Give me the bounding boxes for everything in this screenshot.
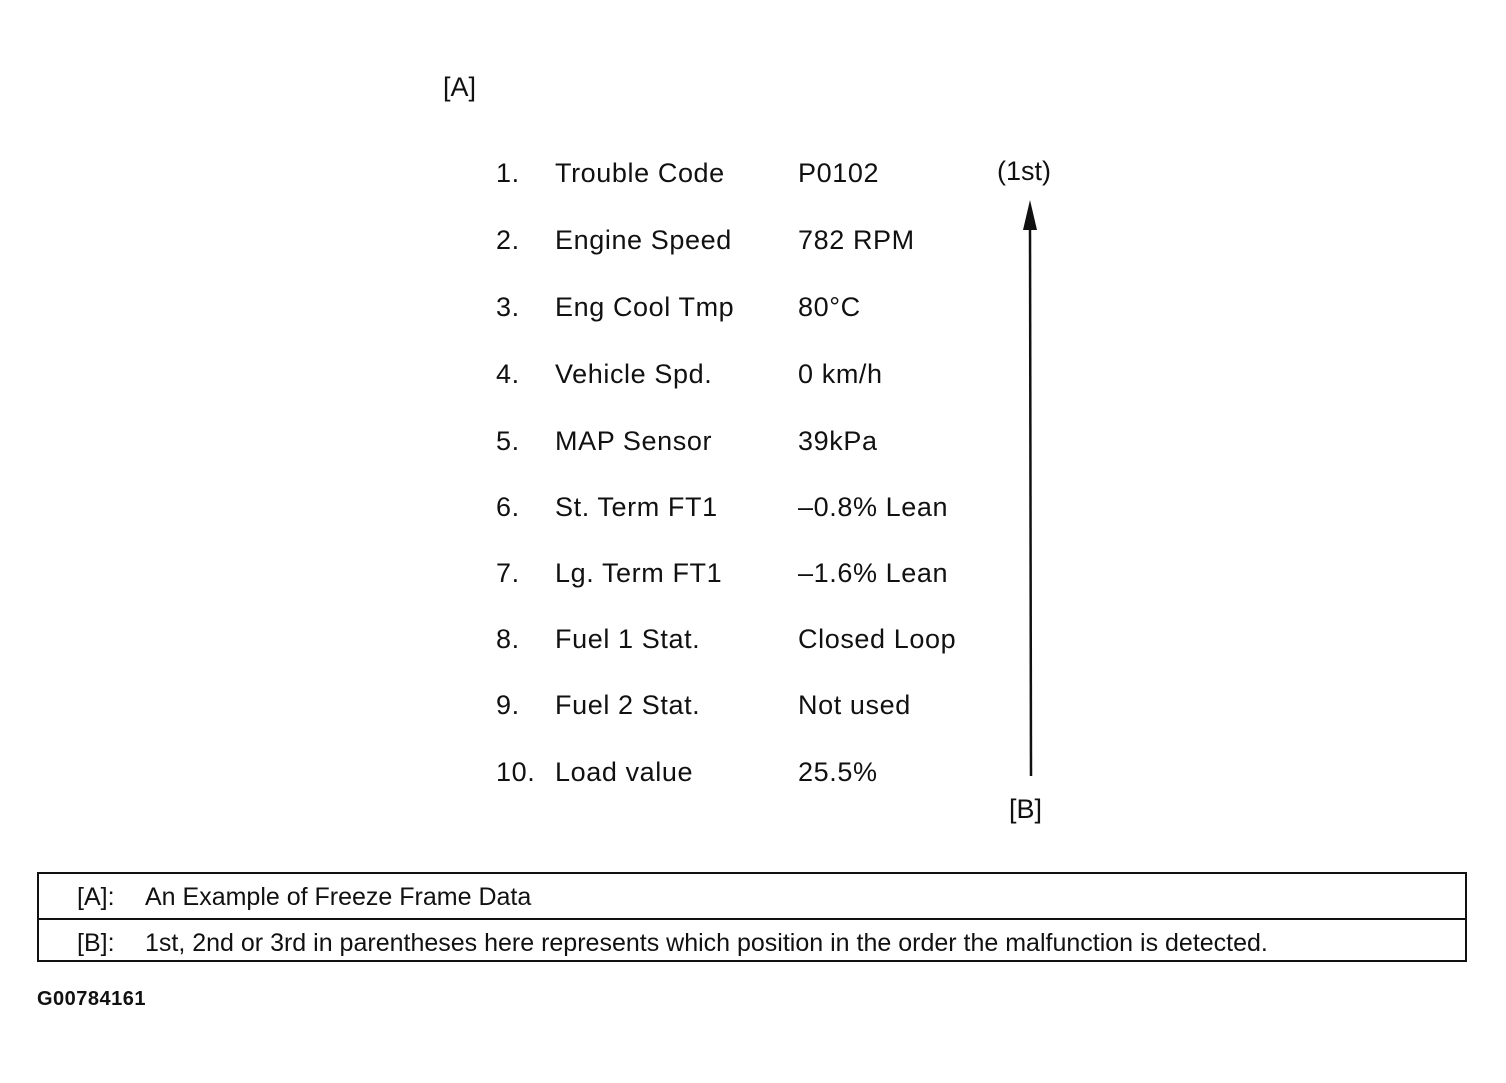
row-parameter: Eng Cool Tmp [555, 292, 735, 322]
row-parameter: Trouble Code [555, 158, 725, 188]
figure-id: G00784161 [37, 988, 147, 1010]
row-number: 8. [496, 624, 520, 654]
legend-key: [A]: [77, 883, 115, 911]
row-value: 25.5% [798, 757, 878, 787]
row-number: 2. [496, 225, 520, 255]
legend-row [39, 920, 1465, 964]
row-parameter: Vehicle Spd. [555, 359, 713, 389]
label-a: [A] [443, 72, 477, 102]
row-number: 1. [496, 158, 520, 188]
row-parameter: MAP Sensor [555, 426, 713, 456]
row-value: Not used [798, 690, 911, 720]
row-number: 10. [496, 757, 536, 787]
row-number: 6. [496, 492, 520, 522]
legend-key: [B]: [77, 929, 115, 957]
row-value: –1.6% Lean [798, 558, 949, 588]
row-value: P0102 [798, 158, 880, 188]
row-parameter: Fuel 1 Stat. [555, 624, 701, 654]
order-label: (1st) [997, 156, 1051, 186]
legend-text: 1st, 2nd or 3rd in parentheses here represents which position in the order the malfunction is detected. [145, 929, 1268, 957]
row-parameter: St. Term FT1 [555, 492, 718, 522]
label-b: [B] [1009, 794, 1043, 824]
legend-text: An Example of Freeze Frame Data [145, 883, 532, 911]
row-value: –0.8% Lean [798, 492, 949, 522]
row-number: 9. [496, 690, 520, 720]
row-value: 39kPa [798, 426, 878, 456]
row-parameter: Load value [555, 757, 694, 787]
row-number: 4. [496, 359, 520, 389]
row-value: Closed Loop [798, 624, 957, 654]
legend-row [39, 874, 1465, 920]
row-number: 5. [496, 426, 520, 456]
row-number: 7. [496, 558, 520, 588]
row-value: 0 km/h [798, 359, 883, 389]
up-arrow-icon [1015, 198, 1045, 778]
row-parameter: Lg. Term FT1 [555, 558, 723, 588]
arrow-shaft [1030, 226, 1031, 776]
row-number: 3. [496, 292, 520, 322]
arrow-head [1023, 200, 1037, 230]
legend-table [37, 872, 1467, 962]
row-parameter: Engine Speed [555, 225, 732, 255]
row-value: 80°C [798, 292, 861, 322]
row-parameter: Fuel 2 Stat. [555, 690, 701, 720]
row-value: 782 RPM [798, 225, 915, 255]
